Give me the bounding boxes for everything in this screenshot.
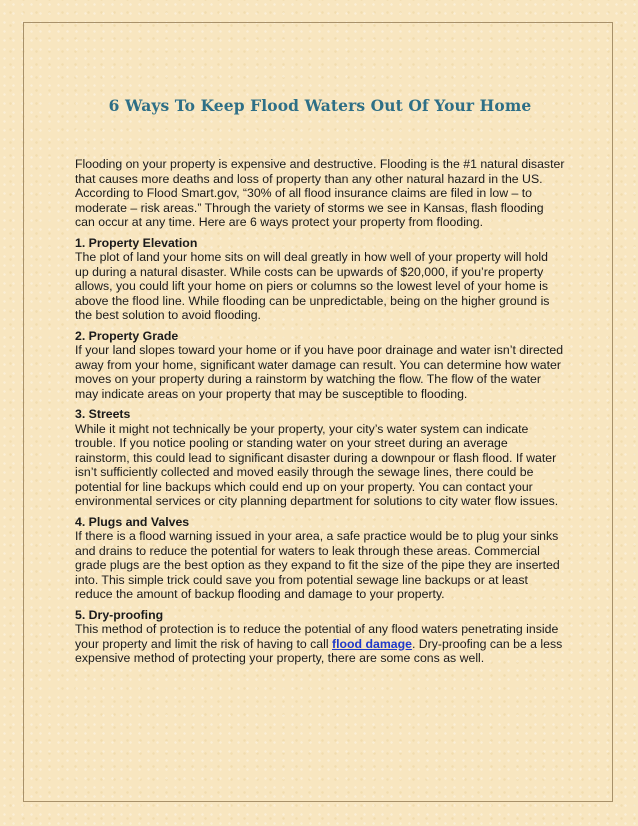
section-heading: 3. Streets [75,407,131,421]
intro-paragraph: Flooding on your property is expensive and destructive. Flooding is the #1 natural disaster that causes more deaths and loss of property than any other natural hazard in the US. According to Flood Smart.gov, “30% of all flood insurance claims are filed in low – to moderate – risk areas.” Through the variety of storms we see in Kansas, flash flooding can occur at any time. Here are 6 ways protect your property from flooding. [75,157,565,229]
section-heading: 1. Property Elevation [75,235,198,250]
section-body-end: . Dry-proofing can be a less expensive method of protecting your property, there are some cons as well. [75,636,563,665]
section-heading: 2. Property Grade [75,328,179,343]
section-heading: 5. Dry-proofing [75,607,164,622]
section-body: If your land slopes toward your home or if you have poor drainage and water isn’t directed away from your home, significant water damage can result. You can determine how water moves on your property during a rainstorm by watching the flow. The flow of the water may indicate areas on your property that may be susceptible to flooding. [75,343,564,401]
section-body-start: This method of protection is to reduce the potential of any flood waters penetrating inside your property and limit the risk of having to call [75,622,559,651]
flood-damage-link[interactable]: flood damage [332,636,412,651]
document-page [75,96,565,672]
section-streets [75,407,565,509]
section-property-grade [75,329,565,402]
section-body: While it might not technically be your property, your city’s water system can indicate trouble. If you notice pooling or standing water on your street during an average rainstorm, this could lead to significant disaster during a downpour or flash flood. If water isn’t sufficiently collected and moved easily through the sewage lines, there could be potential for line backups which could end up on your property. You can contact your environmental services or city planning department for solutions to city water flow issues. [75,421,559,508]
section-body: The plot of land your home sits on will deal greatly in how well of your property will hold up during a natural disaster. While costs can be upwards of $20,000, if you’re property allows, you could lift your home on piers or columns so the lowest level of your home is above the flood line. While flooding can be unpredictable, being on the higher ground is the best solution to avoid flooding. [75,250,550,322]
section-property-elevation [75,236,565,323]
document-title: 6 Ways To Keep Flood Waters Out Of Your Home [108,96,532,115]
section-body: If there is a flood warning issued in your area, a safe practice would be to plug your sinks and drains to reduce the potential for waters to leak through these areas. Commercial grade plugs are the best option as they expand to fit the size of the pipe they are inserted into. This simple trick could save you from potential sewage line backups or at least reduce the amount of backup flooding and damage to your property. [75,529,560,601]
section-heading: 4. Plugs and Valves [75,514,190,529]
section-plugs-and-valves [75,515,565,602]
section-dry-proofing [75,608,565,666]
